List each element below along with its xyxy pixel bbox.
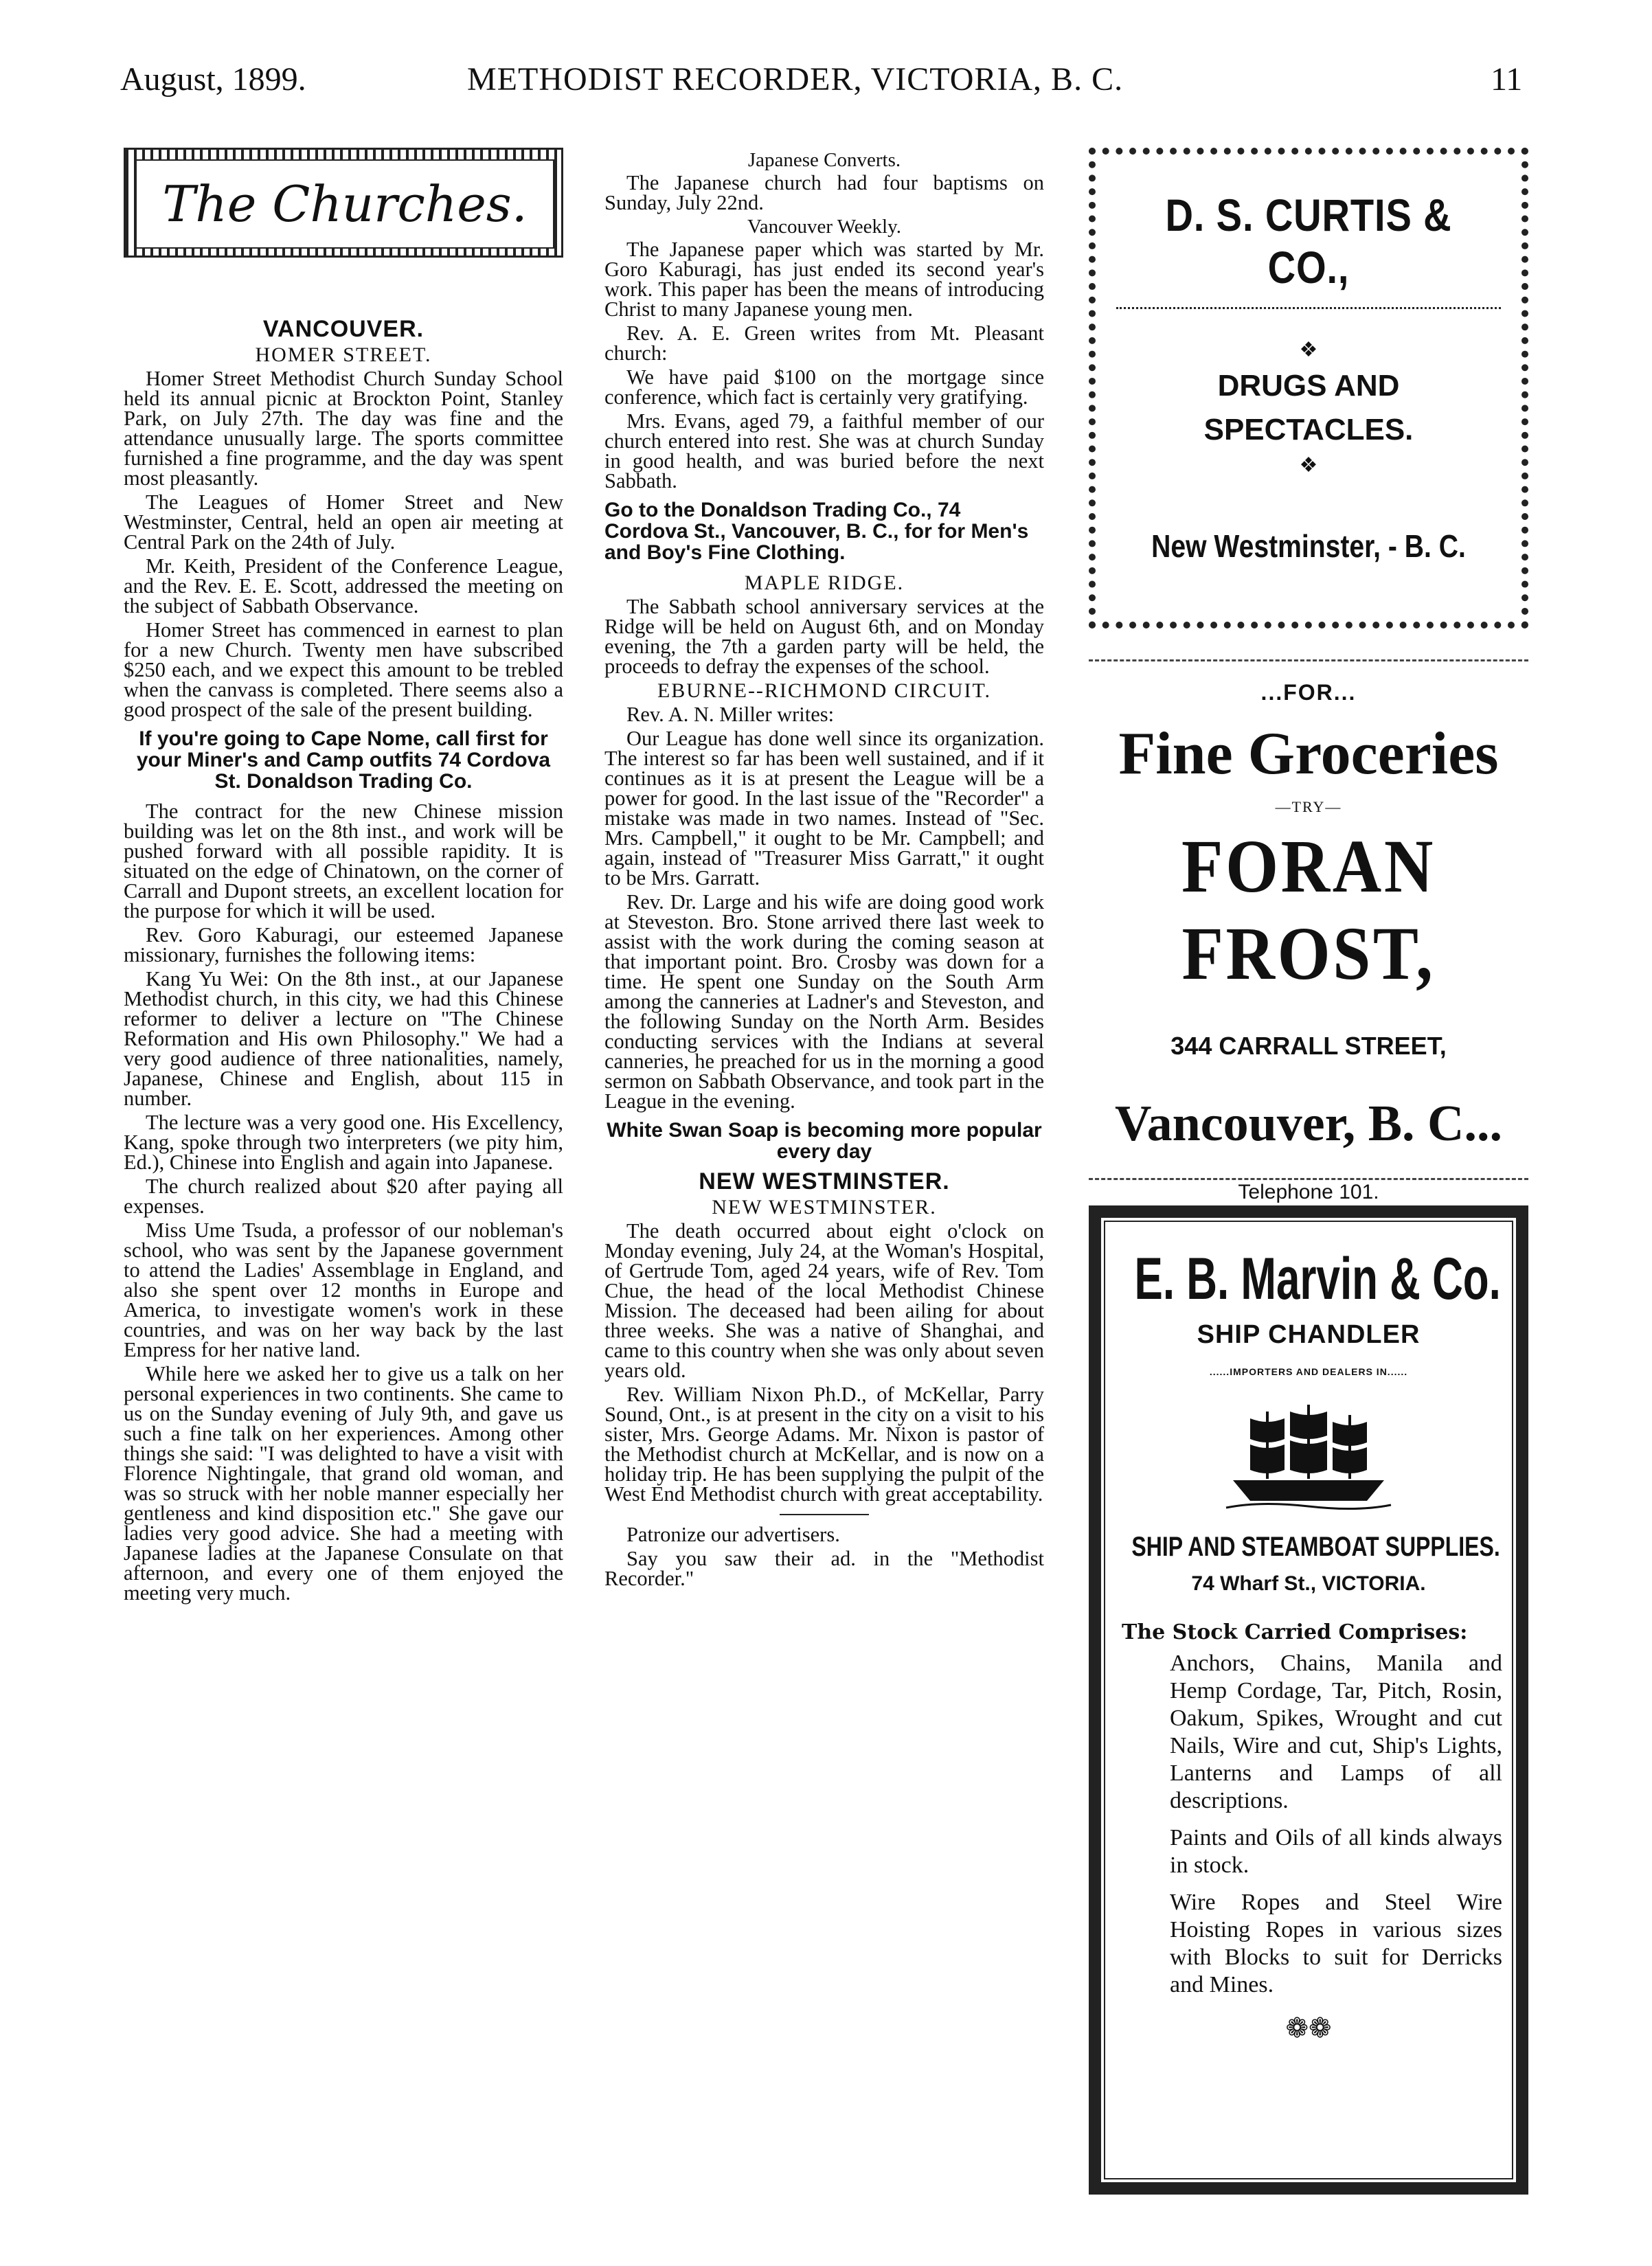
ad-curtis-location: New Westminster, - B. C. xyxy=(1151,528,1466,564)
ad-curtis-line1: DRUGS AND xyxy=(1217,369,1400,403)
churches-banner xyxy=(124,148,563,258)
ad-frost-fine-groceries: Fine Groceries xyxy=(1118,721,1499,787)
ad-frost-for: ...FOR... xyxy=(1260,680,1357,705)
churches-banner-title: The Churches. xyxy=(135,159,554,249)
paragraph: Rev. Goro Kaburagi, our esteemed Japanese missionary, furnishes the following items: xyxy=(124,923,563,966)
ad-marvin-role: SHIP CHANDLER xyxy=(1197,1320,1421,1349)
ad-frost-try: —TRY— xyxy=(1275,798,1342,815)
ornament-icon: ❖ xyxy=(1299,339,1318,361)
paragraph: Homer Street has commenced in earnest to plan for a new Church. Twenty men have subscribed $250 each, and we expect this amount to be trebled when the canvass is completed. There seems also a good prospect of the sale of the present building. xyxy=(124,618,563,721)
column-1 xyxy=(124,313,563,1607)
ad-foran-frost xyxy=(1089,680,1528,1203)
divider xyxy=(1089,659,1528,661)
paragraph: Mr. Keith, President of the Conference League, and the Rev. E. E. Scott, addressed the meeting on the subject of Sabbath Observance. xyxy=(124,554,563,618)
subheading-eburne-richmond: EBURNE--RICHMOND CIRCUIT. xyxy=(657,679,992,702)
ad-marvin xyxy=(1089,1205,1528,2195)
divider xyxy=(1116,307,1501,309)
paragraph: Miss Ume Tsuda, a professor of our nobleman's school, who was sent by the Japanese government to attend the Ladies' Assemblage in England, and also she spent over 12 months in Europe and America, to investigate women's work in these countries, and was on her way back by the last Empress for her native land. xyxy=(124,1219,563,1361)
paragraph: Kang Yu Wei: On the 8th inst., at our Japanese Methodist church, in this city, we had this Chinese reformer to deliver a lecture on "The Chinese Reformation and His own Philosophy." We had a very good audience of three nationalities, namely, Japanese, Chinese and English, about 115 in number. xyxy=(124,967,563,1110)
list-item: Paints and Oils of all kinds always in stock. xyxy=(1170,1825,1502,1878)
ad-donaldson-clothing: Go to the Donaldson Trading Co., 74 Cordova St., Vancouver, B. C., for for Men's and Boy's Fine Clothing. xyxy=(604,499,1029,564)
ad-marvin-supplies: SHIP AND STEAMBOAT SUPPLIES. xyxy=(1131,1532,1500,1562)
paragraph: The contract for the new Chinese mission building was let on the 8th inst., and work will be pushed forward with all possible rapidity. It is situated on the edge of Chinatown, on the corner of Carrall and Dupont streets, an excellent location for the purpose for which it will be used. xyxy=(124,800,563,922)
ad-marvin-name: E. B. Marvin & Co. xyxy=(1134,1246,1501,1312)
paragraph: We have paid $100 on the mortgage since conference, which fact is certainly very gratifying. xyxy=(604,365,1044,409)
ad-marvin-stock-heading: The Stock Carried Comprises: xyxy=(1122,1620,1468,1644)
paragraph: Rev. A. N. Miller writes: xyxy=(626,703,835,726)
subheading-new-westminster: NEW WESTMINSTER. xyxy=(712,1196,937,1219)
paragraph: The Japanese church had four baptisms on Sunday, July 22nd. xyxy=(604,171,1044,214)
ad-curtis-name: D. S. CURTIS & CO., xyxy=(1165,190,1452,293)
ornament-icon: ❁❁ xyxy=(1285,2013,1332,2043)
divider xyxy=(1089,1178,1528,1180)
list-item: Wire Ropes and Steel Wire Hoisting Ropes in various sizes with Blocks to suit for Derricks and Mines. xyxy=(1170,1890,1502,1997)
ad-marvin-stock-list xyxy=(1115,1650,1502,1999)
ad-frost-city: Vancouver, B. C... xyxy=(1115,1096,1502,1152)
paragraph: Rev. Dr. Large and his wife are doing good work at Steveston. Bro. Stone arrived there last week to assist with the work during the coming season at that important point. Bro. Crosby was down for a time. He spent one Sunday on the South Arm among the canneries at Ladner's and Steveston, and the following Sunday on the North Arm. Besides conducting services with the Indians at several canneries, he preached for us in the morning a good sermon on Sabbath Observance, and took part in the League in the evening. xyxy=(604,890,1044,1113)
header-title: METHODIST RECORDER, VICTORIA, B. C. xyxy=(467,61,1124,98)
divider xyxy=(780,1514,869,1515)
subheading-maple-ridge: MAPLE RIDGE. xyxy=(744,571,905,594)
sailing-ship-icon xyxy=(1115,1398,1502,1518)
ad-cape-nome: If you're going to Cape Nome, call first for your Miner's and Camp outfits 74 Cordova St. Donaldson Trading Co. xyxy=(136,727,551,793)
subheading-vancouver-weekly: Vancouver Weekly. xyxy=(747,216,901,238)
ad-marvin-importers: ......IMPORTERS AND DEALERS IN...... xyxy=(1209,1366,1408,1377)
paragraph: While here we asked her to give us a talk on her personal experiences in two continents. She came to us on the Sunday evening of July 9th, and gave us such a fine talk on her experiences. Among other things she said: "I was delighted to have a visit with Florence Nightingale, that grand old woman, and was so struck with her noble manner especially her gentleness and kind disposition etc." She gave our ladies very good advice. She had a meeting with Japanese ladies at the Japanese Consulate on that afternoon, and every one of them enjoyed the meeting very much. xyxy=(124,1362,563,1605)
paragraph: The lecture was a very good one. His Excellency, Kang, spoke through two interpreters (we pity him, Ed.), Chinese into English and again into Japanese. xyxy=(124,1111,563,1174)
ad-frost-name: FORAN FROST, xyxy=(1181,824,1436,995)
paragraph: Say you saw their ad. in the "Methodist Recorder." xyxy=(604,1547,1044,1590)
ad-curtis xyxy=(1089,148,1528,628)
ad-white-swan-soap: White Swan Soap is becoming more popular every day xyxy=(607,1119,1042,1163)
paragraph: The Japanese paper which was started by Mr. Goro Kaburagi, has just ended its second year's work. This paper has been the means of introducing Christ to many Japanese young men. xyxy=(604,238,1044,321)
ad-marvin-wharf: 74 Wharf St., VICTORIA. xyxy=(1191,1572,1426,1595)
section-heading-new-westminster: NEW WESTMINSTER. xyxy=(699,1168,950,1194)
paragraph: Our League has done well since its organization. The interest so far has been well sustained, and if it continues as it is at present the League will be a power for good. In the last issue of the "Recorder" a mistake was made in two names. Instead of "Sec. Mrs. Campbell," it ought to be Mr. Campbell; and again, instead of "Treasurer Miss Garratt," it ought to be Mrs. Garratt. xyxy=(604,727,1044,890)
list-item: Anchors, Chains, Manila and Hemp Cordage, Tar, Pitch, Rosin, Oakum, Spikes, Wrought and cut Nails, Wire and cut, Ship's Lights, Lanterns and Lamps of all descriptions. xyxy=(1170,1651,1502,1813)
column-2 xyxy=(604,148,1044,1593)
ad-frost-address: 344 CARRALL STREET, xyxy=(1170,1032,1447,1060)
header-date: August, 1899. xyxy=(120,61,306,98)
paragraph: Rev. A. E. Green writes from Mt. Pleasant church: xyxy=(604,321,1044,365)
paragraph: Rev. William Nixon Ph.D., of McKellar, Parry Sound, Ont., is at present in the city on a visit to his sister, Mrs. George Adams. Mr. Nixon is pastor of the Methodist church at McKellar, and is now on a holiday trip. He has been supplying the pulpit of the West End Methodist church with great acceptability. xyxy=(604,1383,1044,1506)
ad-frost-telephone: Telephone 101. xyxy=(1238,1181,1379,1203)
paragraph: The death occurred about eight o'clock on Monday evening, July 24, at the Woman's Hospital, of Gertrude Tom, aged 24 years, wife of Rev. Tom Chue, the head of the local Methodist Chinese Mission. The deceased had been ailing for about three weeks. She was a native of Shanghai, and came to this country when she was only about seven years old. xyxy=(604,1219,1044,1382)
subheading-homer-street: HOMER STREET. xyxy=(255,343,432,366)
section-heading-vancouver: VANCOUVER. xyxy=(262,316,425,342)
subheading-japanese-converts: Japanese Converts. xyxy=(747,149,901,171)
paragraph: Mrs. Evans, aged 79, a faithful member of our church entered into rest. She was at church Sunday in good health, and was buried before the next Sabbath. xyxy=(604,409,1044,492)
paragraph: The Sabbath school anniversary services at the Ridge will be held on August 6th, and on Monday evening, the 7th a garden party will be held, the proceeds to defray the expenses of the school. xyxy=(604,595,1044,678)
header-page-number: 11 xyxy=(1491,61,1523,98)
paragraph: Homer Street Methodist Church Sunday School held its annual picnic at Brockton Point, Stanley Park, on July 27th. The day was fine and the attendance unusually large. The sports committee furnished a fine programme, and the day was spent most pleasantly. xyxy=(124,367,563,490)
ad-curtis-line2: SPECTACLES. xyxy=(1203,413,1414,446)
ornament-icon: ❖ xyxy=(1299,454,1318,477)
paragraph: The Leagues of Homer Street and New Westminster, Central, held an open air meeting at Central Park on the 24th of July. xyxy=(124,490,563,554)
paragraph: The church realized about $20 after paying all expenses. xyxy=(124,1175,563,1218)
paragraph: Patronize our advertisers. xyxy=(626,1523,840,1546)
